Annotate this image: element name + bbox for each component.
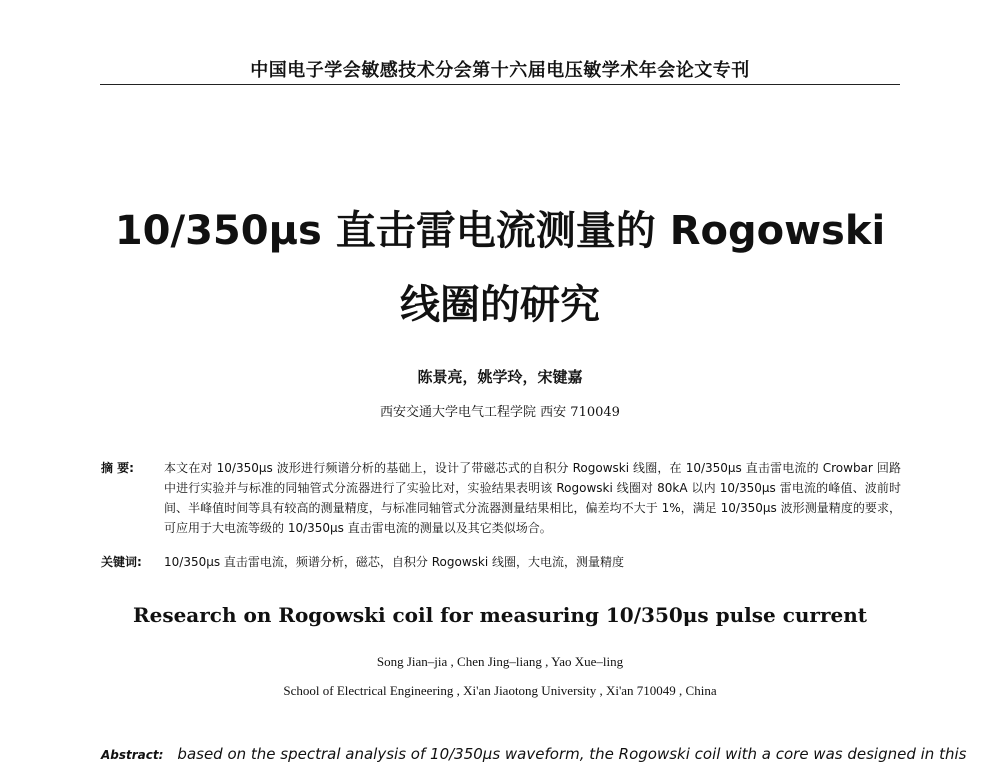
paper-title-cn-line2: 线圈的研究 xyxy=(400,282,600,328)
paper-title-en: Research on Rogowski coil for measuring 10/350μs pulse current xyxy=(132,603,868,627)
affiliation-cn: 西安交通大学电气工程学院 西安 710049 xyxy=(380,405,620,420)
keywords-cn xyxy=(101,552,901,572)
abstract-en-label: Abstract: xyxy=(101,748,164,762)
keywords-cn-text: 10/350μs 直击雷电流，频谱分析，磁芯，自积分 Rogowski 线圈，大电流，测量精度 xyxy=(164,555,624,569)
authors-en: Song Jian–jia , Chen Jing–liang , Yao Xue–ling xyxy=(376,654,624,669)
header-divider xyxy=(100,84,900,85)
abstract-cn-text: 本文在对 10/350μs 波形进行频谱分析的基础上，设计了带磁芯式的自积分 Rogowski 线圈，在 10/350μs 直击雷电流的 Crowbar 回路中进行实验并与标准的同轴管式分流器进行了实验比对，实验结果表明该 Rogowski 线圈对 80kA 以内 10/350μs 雷电流的峰值、波前时间、半峰值时间等具有较高的测量精度，与标准同轴管式分流器测量结果相比，偏差均不大于 1%，满足 10/350μs 波形测量精度的要求，可应用于大电流等级的 10/350μs 直击雷电流的测量以及其它类似场合。 xyxy=(164,461,901,535)
keywords-cn-label: 关键词: xyxy=(101,555,142,569)
abstract-en xyxy=(101,745,967,763)
abstract-cn xyxy=(101,458,901,538)
abstract-cn-label: 摘 要: xyxy=(101,461,134,475)
journal-header: 中国电子学会敏感技术分会第十六届电压敏学术年会论文专刊 xyxy=(250,60,750,81)
affiliation-en: School of Electrical Engineering , Xi'an Jiaotong University , Xi'an 710049 , China xyxy=(283,683,717,698)
abstract-en-text: based on the spectral analysis of 10/350μs waveform, the Rogowski coil with a core was designed in this xyxy=(177,745,967,763)
authors-cn: 陈景亮，姚学玲，宋键嘉 xyxy=(417,368,583,386)
paper-title-cn-line1: 10/350μs 直击雷电流测量的 Rogowski xyxy=(114,208,886,254)
